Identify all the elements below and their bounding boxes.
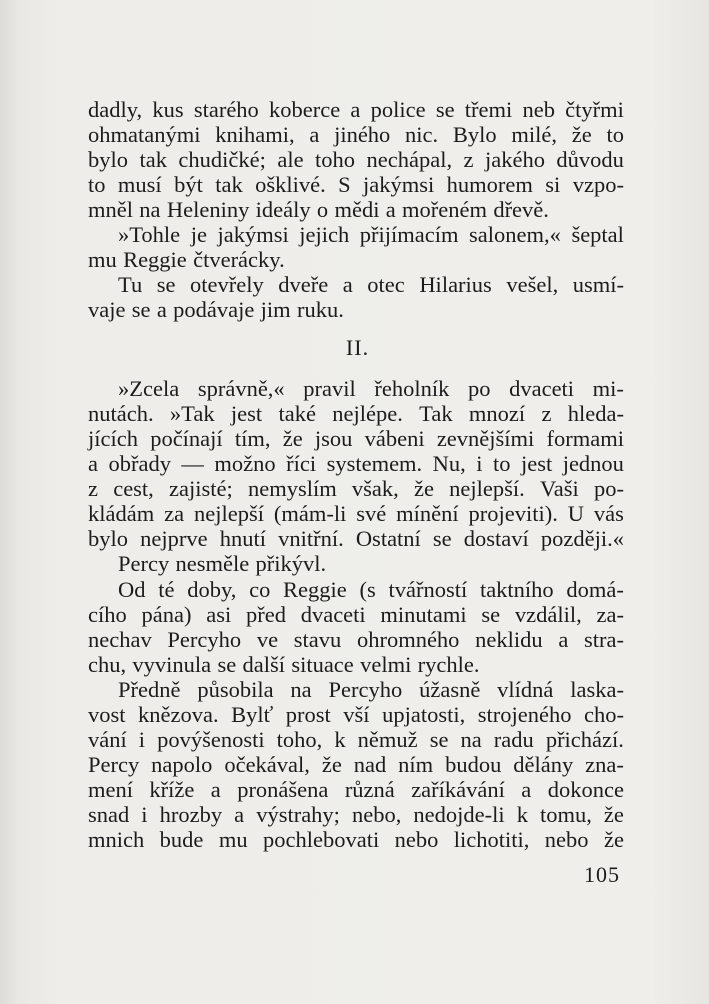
text-line: vání i povýšenosti toho, k němuž se na radu přichází.	[88, 727, 624, 752]
text-line: Percy napolo očekával, že nad ním budou dělány zna-	[88, 752, 624, 777]
text-line: bylo nejprve hnutí vnitřní. Ostatní se dostaví později.«	[88, 526, 624, 551]
text-line: z cest, zajisté; nemyslím však, že nejlepší. Vaši po-	[88, 476, 624, 501]
page-number: 105	[584, 862, 620, 887]
text-line: to musí být tak ošklivé. S jakýmsi humorem si vzpo-	[88, 172, 624, 197]
text-line: Předně působila na Percyho úžasně vlídná laska-	[118, 677, 624, 702]
text-line: mněl na Heleniny ideály o mědi a mořeném dřevě.	[88, 197, 549, 222]
section-heading-text: II.	[345, 335, 370, 360]
text-line: kládám za nejlepší (mám-li své mínění projeviti). U vás	[88, 501, 624, 526]
text-line: »Zcela správně,« pravil řeholník po dvaceti mi-	[118, 376, 624, 401]
text-line: jících počínají tím, že jsou vábeni zevnějšími formami	[88, 426, 624, 451]
paragraph-block-3	[88, 577, 624, 852]
text-line: cího pána) asi před dvaceti minutami se vzdálil, za-	[88, 602, 624, 627]
text-line: mení kříže a pronášena různá zaříkávání a dokonce	[88, 777, 624, 802]
text-line: snad i hrozby a výstrahy; nebo, nedojde-li k tomu, že	[88, 802, 624, 827]
text-line: mu Reggie čtverácky.	[88, 247, 285, 272]
text-line: ohmatanými knihami, a jiného nic. Bylo milé, že to	[88, 122, 624, 147]
text-line: nechav Percyho ve stavu ohromného neklidu a stra-	[88, 627, 624, 652]
paragraph-block-1	[88, 97, 624, 322]
text-line: Percy nesměle přikývl.	[118, 551, 327, 576]
text-line: dadly, kus starého koberce a police se třemi neb čtyřmi	[88, 97, 624, 122]
text-line: a obřady — možno říci systemem. Nu, i to jest jednou	[88, 451, 624, 476]
paragraph-block-2	[88, 376, 624, 576]
text-line: »Tohle je jakýmsi jejich přijímacím salonem,« šeptal	[118, 222, 624, 247]
text-line: vaje se a podávaje jim ruku.	[88, 297, 344, 322]
text-line: mnich bude mu pochlebovati nebo lichotiti, nebo že	[88, 827, 624, 852]
text-line: vost knězova. Bylť prost vší upjatosti, strojeného cho-	[88, 702, 624, 727]
text-line: bylo tak chudičké; ale toho nechápal, z jakého důvodu	[88, 147, 624, 172]
text-line: nutách. »Tak jest také nejlépe. Tak mnozí z hleda-	[88, 401, 624, 426]
section-heading	[0, 335, 709, 361]
text-line: Od té doby, co Reggie (s tvářností taktního domá-	[118, 577, 624, 602]
text-line: chu, vyvinula se další situace velmi rychle.	[88, 652, 480, 677]
text-line: Tu se otevřely dveře a otec Hilarius vešel, usmí-	[118, 272, 624, 297]
